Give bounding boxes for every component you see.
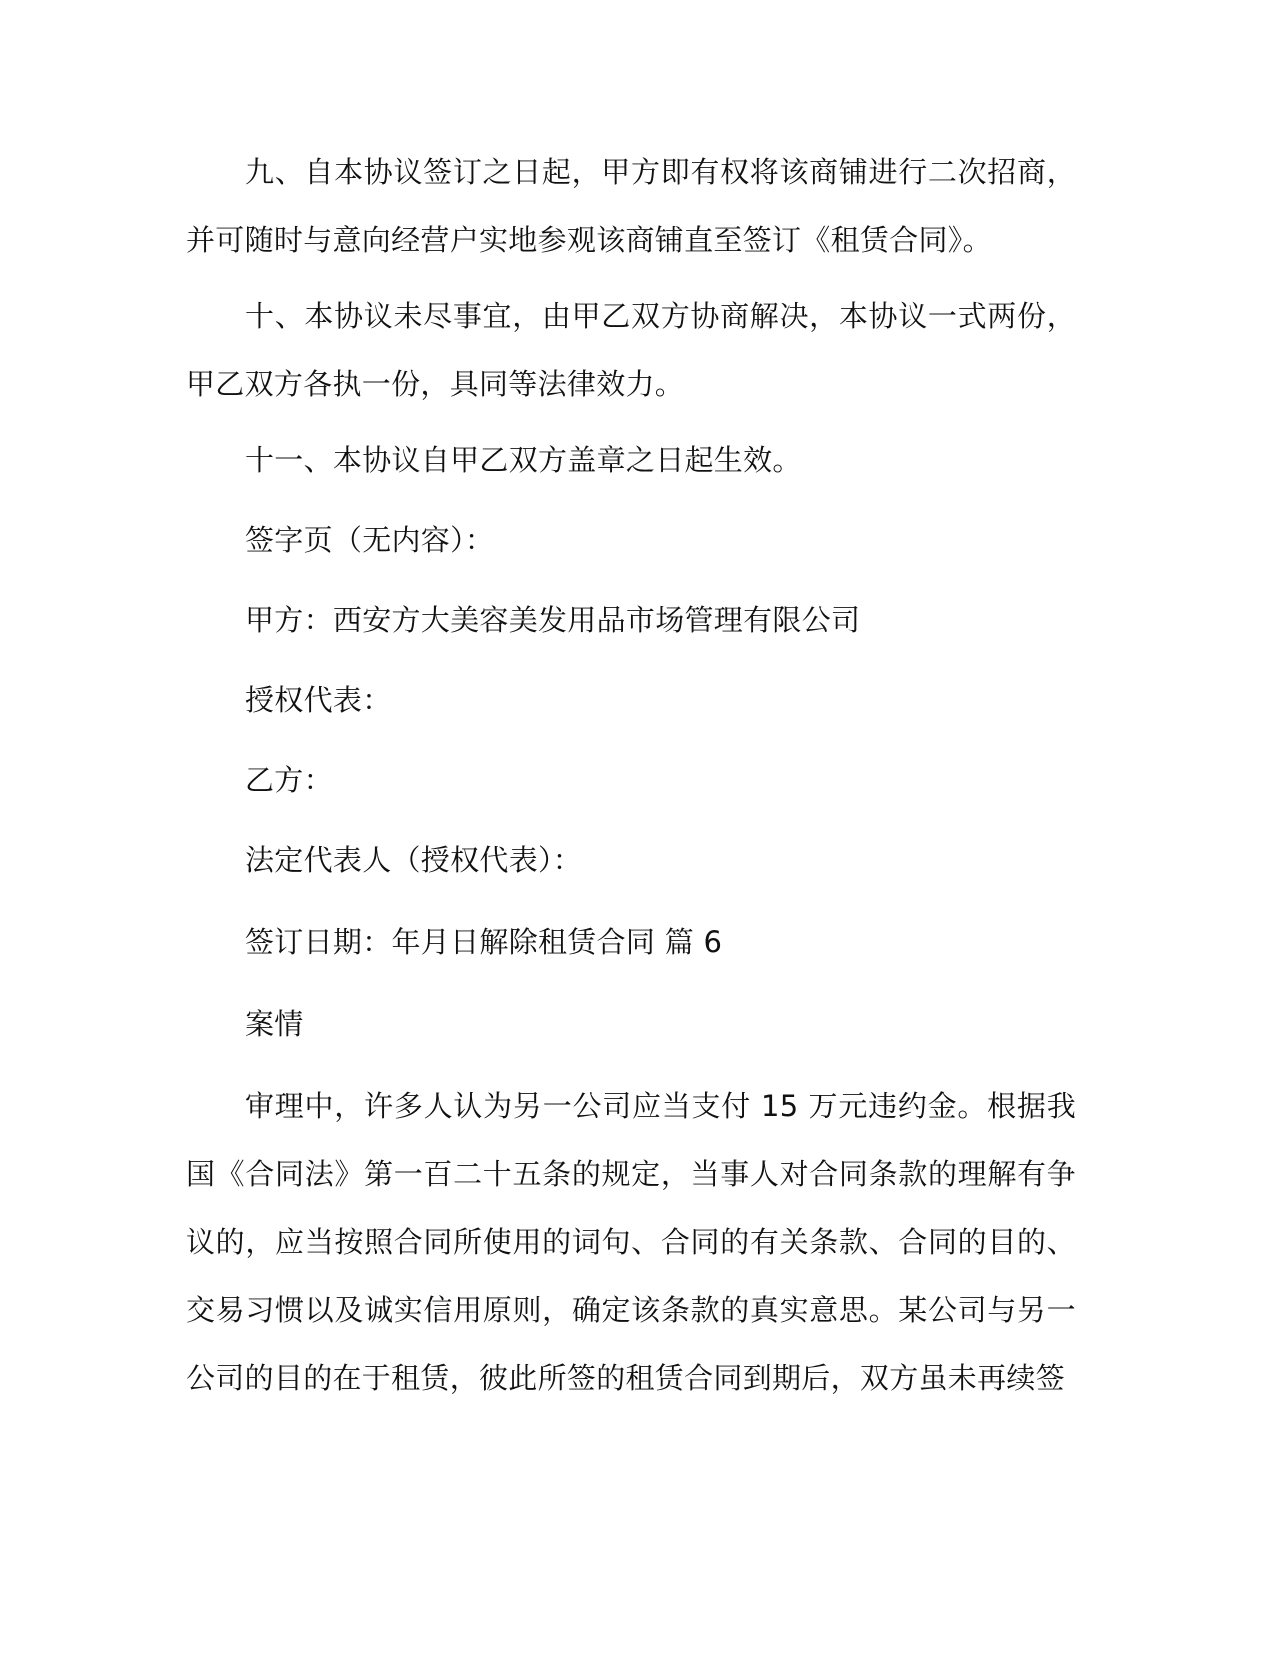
authorized-rep-line: 授权代表： — [245, 683, 392, 717]
legal-rep-line: 法定代表人（授权代表）： — [245, 843, 583, 877]
clause-10: 十、本协议未尽事宜，由甲乙双方协商解决，本协议一式两份，甲乙双方各执一份，具同等法律效力。 — [186, 299, 1076, 401]
party-b-line: 乙方： — [245, 763, 333, 797]
clause-9: 九、自本协议签订之日起，甲方即有权将该商铺进行二次招商，并可随时与意向经营户实地参观该商铺直至签订《租赁合同》。 — [186, 155, 1076, 257]
signature-page-heading: 签字页（无内容）： — [245, 523, 495, 557]
case-body-paragraph: 审理中，许多人认为另一公司应当支付 15 万元违约金。根据我国《合同法》第一百二十五条的规定，当事人对合同条款的理解有争议的，应当按照合同所使用的词句、合同的有关条款、合同的目的、交易习惯以及诚实信用原则，确定该条款的真实意思。某公司与另一公司的目的在于租赁，彼此所签的租赁合同到期后，双方虽未再续签 — [186, 1089, 1076, 1395]
party-a-line: 甲方：西安方大美容美发用品市场管理有限公司 — [245, 603, 861, 637]
signing-date-line: 签订日期：年月日解除租赁合同 篇 6 — [245, 925, 723, 959]
case-heading: 案情 — [245, 1007, 304, 1041]
clause-11: 十一、本协议自甲乙双方盖章之日起生效。 — [245, 443, 802, 477]
